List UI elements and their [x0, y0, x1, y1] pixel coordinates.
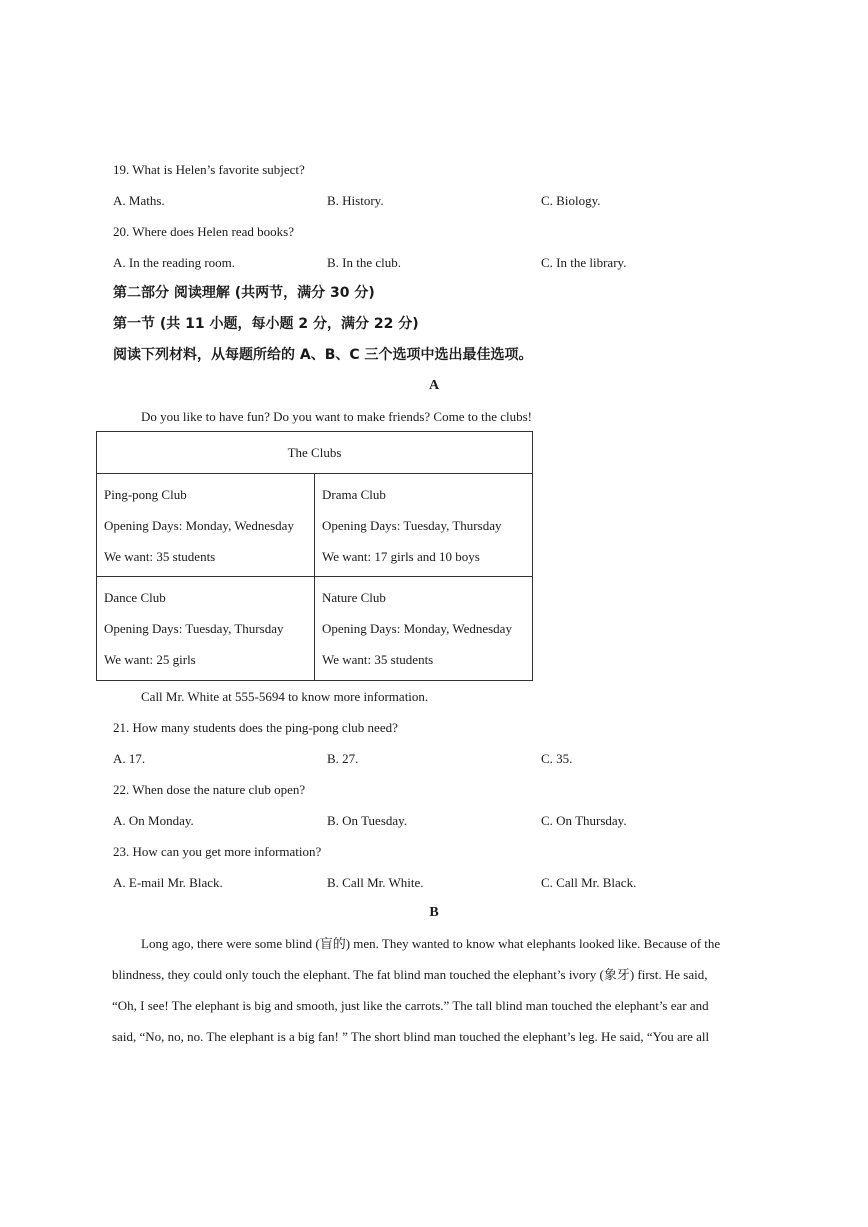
- question-21: 21. How many students does the ping-pong club need?: [113, 720, 398, 735]
- q21-option-c: C. 35.: [541, 751, 573, 766]
- passage-b-line-2: blindness, they could only touch the elephant. The fat blind man touched the elephant’s ivory (象牙) first. He said,: [112, 967, 708, 982]
- section-1-heading: 第一节 (共 11 小题，每小题 2 分，满分 22 分): [113, 316, 419, 332]
- club-want: We want: 17 girls and 10 boys: [322, 549, 480, 564]
- club-days: Opening Days: Tuesday, Thursday: [322, 518, 502, 533]
- q19-option-b: B. History.: [327, 193, 384, 208]
- club-days: Opening Days: Tuesday, Thursday: [104, 621, 284, 636]
- q23-option-a: A. E-mail Mr. Black.: [113, 875, 223, 890]
- q21-option-a: A. 17.: [113, 751, 146, 766]
- club-name: Dance Club: [104, 590, 166, 605]
- club-days: Opening Days: Monday, Wednesday: [322, 621, 512, 636]
- club-cell-dance: [97, 577, 315, 681]
- passage-b-line-4: said, “No, no, no. The elephant is a big fan! ” The short blind man touched the elephant’s leg. He said, “You are all: [112, 1029, 710, 1044]
- q23-option-b: B. Call Mr. White.: [327, 875, 424, 890]
- passage-b-label: B: [429, 905, 439, 920]
- club-want: We want: 25 girls: [104, 652, 196, 667]
- q22-option-c: C. On Thursday.: [541, 813, 627, 828]
- clubs-table: [96, 431, 533, 681]
- question-22: 22. When dose the nature club open?: [113, 782, 306, 797]
- q19-option-c: C. Biology.: [541, 193, 601, 208]
- club-want: We want: 35 students: [104, 549, 216, 564]
- passage-a-intro: Do you like to have fun? Do you want to make friends? Come to the clubs!: [141, 409, 532, 424]
- passage-b-line-1: Long ago, there were some blind (盲的) men. They wanted to know what elephants looked like. Because of the: [141, 936, 721, 951]
- club-days: Opening Days: Monday, Wednesday: [104, 518, 294, 533]
- q23-option-c: C. Call Mr. Black.: [541, 875, 637, 890]
- q20-option-b: B. In the club.: [327, 255, 402, 270]
- passage-b-line-3: “Oh, I see! The elephant is big and smooth, just like the carrots.” The tall blind man touched the elephant’s ear and: [112, 998, 709, 1013]
- question-23: 23. How can you get more information?: [113, 844, 322, 859]
- question-20: 20. Where does Helen read books?: [113, 224, 294, 239]
- instructions: 阅读下列材料，从每题所给的 A、B、C 三个选项中选出最佳选项。: [113, 347, 533, 363]
- club-want: We want: 35 students: [322, 652, 434, 667]
- q21-option-b: B. 27.: [327, 751, 359, 766]
- club-name: Nature Club: [322, 590, 386, 605]
- q22-option-b: B. On Tuesday.: [327, 813, 408, 828]
- q20-option-a: A. In the reading room.: [113, 255, 236, 270]
- passage-a-contact: Call Mr. White at 555-5694 to know more information.: [141, 689, 429, 704]
- section-2-heading: 第二部分 阅读理解 (共两节，满分 30 分): [113, 285, 375, 301]
- club-cell-drama: [315, 474, 533, 577]
- q20-option-c: C. In the library.: [541, 255, 627, 270]
- question-19: 19. What is Helen’s favorite subject?: [113, 162, 305, 177]
- club-cell-nature: [315, 577, 533, 681]
- club-name: Drama Club: [322, 487, 386, 502]
- q22-option-a: A. On Monday.: [113, 813, 194, 828]
- q19-option-a: A. Maths.: [113, 193, 165, 208]
- club-name: Ping-pong Club: [104, 487, 187, 502]
- passage-a-label: A: [428, 378, 440, 393]
- club-cell-ping-pong: [97, 474, 315, 577]
- clubs-table-title: The Clubs: [97, 432, 533, 474]
